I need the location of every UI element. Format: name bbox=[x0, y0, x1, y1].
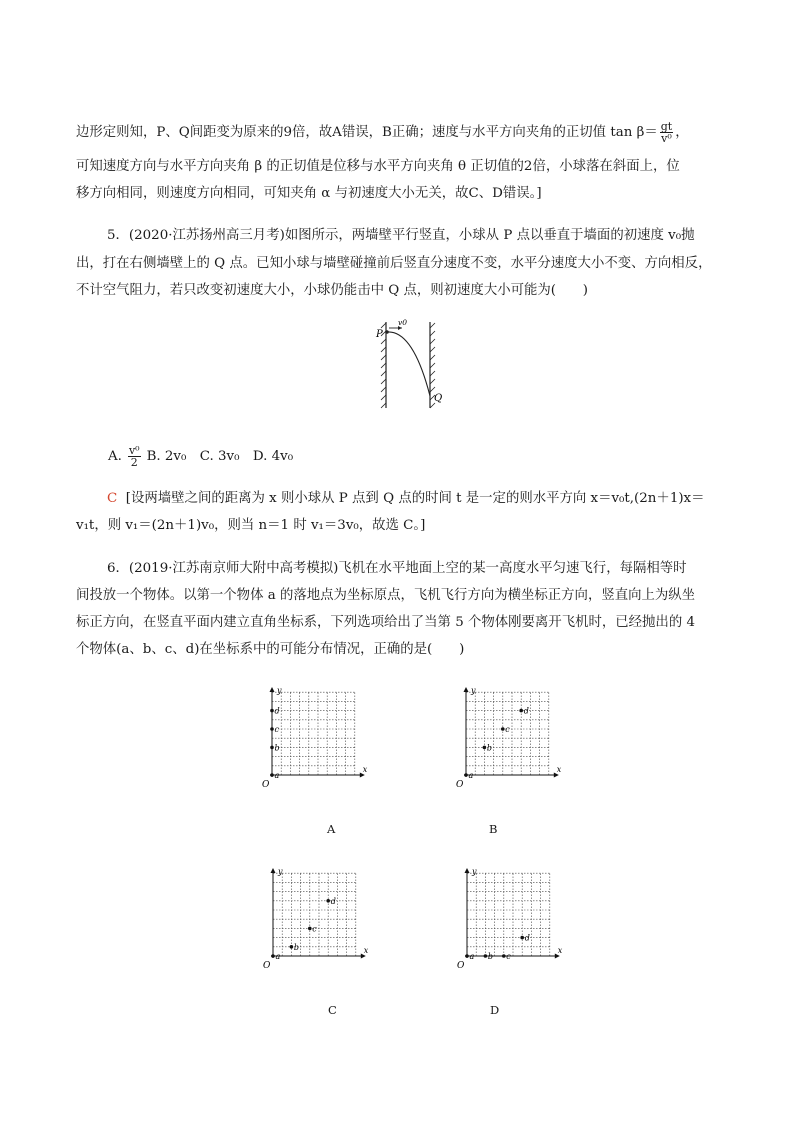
point-label-b: b bbox=[293, 942, 300, 952]
point-b bbox=[483, 746, 487, 750]
label-v0: v0 bbox=[398, 318, 408, 327]
plot-d-caption: D bbox=[490, 1003, 500, 1017]
point-b bbox=[484, 954, 488, 958]
point-c bbox=[502, 954, 506, 958]
point-d bbox=[520, 936, 524, 940]
point-label-c: c bbox=[505, 725, 510, 734]
point-a bbox=[271, 954, 275, 958]
x-axis-label: x bbox=[556, 765, 562, 774]
q5-solution-line-1 bbox=[107, 490, 705, 508]
point-a bbox=[270, 773, 274, 777]
plot-option-a bbox=[258, 683, 368, 798]
point-a bbox=[464, 773, 468, 777]
point-c bbox=[308, 927, 312, 931]
q5-options bbox=[108, 445, 293, 468]
point-label-d: d bbox=[524, 933, 530, 943]
option-a-fraction bbox=[128, 445, 141, 468]
origin-label: O bbox=[457, 961, 465, 971]
point-label-b: b bbox=[487, 952, 494, 961]
point-d bbox=[270, 709, 274, 713]
grid bbox=[467, 873, 550, 956]
prev-solution-line-3: 移方向相同，则速度方向相同，可知夹角 α 与初速度大小无关，故C、D错误。] bbox=[76, 186, 542, 201]
y-axis-arrowhead bbox=[464, 687, 469, 692]
q6-line-2: 间投放一个物体。以第一个物体 a 的落地点为坐标原点，飞机飞行方向为横坐标正方向，竖直向上为纵坐 bbox=[76, 588, 696, 603]
plot-option-b bbox=[452, 683, 562, 798]
point-label-b: b bbox=[486, 743, 493, 753]
label-q: Q bbox=[434, 393, 443, 404]
tan-fraction-num: gt bbox=[660, 120, 673, 133]
q5-line-3: 不计空气阻力，若只改变初速度大小，小球仍能击中 Q 点，则初速度大小可能为( ) bbox=[76, 283, 588, 298]
point-label-d: d bbox=[330, 896, 336, 906]
origin-label: O bbox=[456, 780, 464, 790]
x-axis-label: x bbox=[557, 946, 563, 955]
point-label-a: a bbox=[275, 952, 281, 961]
point-b bbox=[270, 746, 274, 750]
x-axis-label: x bbox=[362, 765, 368, 774]
point-label-c: c bbox=[312, 924, 317, 934]
grid bbox=[272, 692, 355, 775]
point-label-c: c bbox=[274, 725, 279, 734]
grid bbox=[273, 873, 356, 956]
y-axis-arrowhead bbox=[271, 868, 276, 873]
q5-answer-letter: C bbox=[107, 491, 118, 506]
prev-line1-text: 边形定则知，P、Q间距变为原来的9倍，故A错误，B正确；速度与水平方向夹角的正切值 tan β＝ bbox=[76, 125, 658, 140]
prev-line1-tail: ， bbox=[675, 125, 689, 140]
point-p-dot bbox=[385, 330, 389, 334]
tan-fraction-den: v⁰ bbox=[661, 132, 672, 145]
x-axis-label: x bbox=[363, 946, 369, 955]
point-c bbox=[270, 727, 274, 731]
origin-label: O bbox=[262, 780, 270, 790]
point-c bbox=[501, 727, 505, 731]
q5-line-1: 5．(2020·江苏扬州高三月考)如图所示，两墙壁平行竖直，小球从 P 点以垂直于墙面的初速度 v₀抛 bbox=[107, 228, 695, 243]
plot-a-caption: A bbox=[327, 822, 336, 836]
point-label-d: d bbox=[523, 706, 529, 716]
q6-line-3: 标正方向，在竖直平面内建立直角坐标系，下列选项给出了当第 5 个物体刚要离开飞机时，已经抛出的 4 bbox=[76, 615, 695, 630]
plot-b-caption: B bbox=[489, 822, 498, 836]
origin-label: O bbox=[263, 961, 271, 971]
point-label-b: b bbox=[274, 743, 280, 753]
q5-line-2: 出，打在右侧墙壁上的 Q 点。已知小球与墙壁碰撞前后竖直分速度不变，水平分速度大小不变、方向相反， bbox=[76, 256, 712, 271]
y-axis-label: y bbox=[278, 867, 283, 876]
label-p: P bbox=[376, 329, 383, 340]
point-label-c: c bbox=[506, 952, 511, 961]
y-axis-arrowhead bbox=[465, 868, 470, 873]
y-axis-label: y bbox=[472, 867, 477, 876]
prev-solution-line-1 bbox=[76, 121, 689, 144]
y-axis-arrowhead bbox=[270, 687, 275, 692]
prev-solution-line-2: 可知速度方向与水平方向夹角 β 的正切值是位移与水平方向夹角 θ 正切值的2倍，小球落在斜面上，位 bbox=[76, 159, 680, 174]
option-a-label: A. bbox=[108, 449, 122, 464]
y-axis-label: y bbox=[277, 686, 282, 695]
q6-line-4: 个物体(a、b、c、d)在坐标系中的可能分布情况，正确的是( ) bbox=[76, 642, 465, 657]
point-label-d: d bbox=[274, 706, 280, 716]
q5-solution-line-2: v₁t，则 v₁＝(2n＋1)v₀，则当 n＝1 时 v₁＝3v₀，故选 C。] bbox=[76, 518, 426, 533]
option-rest: B. 2v₀ C. 3v₀ D. 4v₀ bbox=[146, 449, 294, 464]
point-a bbox=[465, 954, 469, 958]
option-a-num: v⁰ bbox=[128, 444, 140, 457]
point-label-a: a bbox=[468, 771, 474, 780]
plot-option-c bbox=[259, 864, 369, 979]
plot-option-d bbox=[453, 864, 563, 979]
q5-wall-figure bbox=[368, 318, 458, 412]
point-label-a: a bbox=[469, 952, 475, 961]
plot-c-caption: C bbox=[328, 1003, 337, 1017]
point-d bbox=[326, 899, 330, 903]
option-a-den: 2 bbox=[130, 456, 138, 469]
y-axis-label: y bbox=[471, 686, 476, 695]
point-d bbox=[519, 709, 523, 713]
tan-fraction bbox=[660, 121, 673, 144]
point-b bbox=[290, 945, 294, 949]
point-label-a: a bbox=[274, 771, 280, 780]
q6-line-1: 6．(2019·江苏南京师大附中高考模拟)飞机在水平地面上空的某一高度水平匀速飞行，每隔相等时 bbox=[107, 561, 687, 576]
q5-solution-text: [设两墙壁之间的距离为 x 则小球从 P 点到 Q 点的时间 t 是一定的则水平方向 x＝v₀t,(2n＋1)x＝ bbox=[125, 491, 705, 506]
trajectory-curve bbox=[387, 332, 430, 396]
